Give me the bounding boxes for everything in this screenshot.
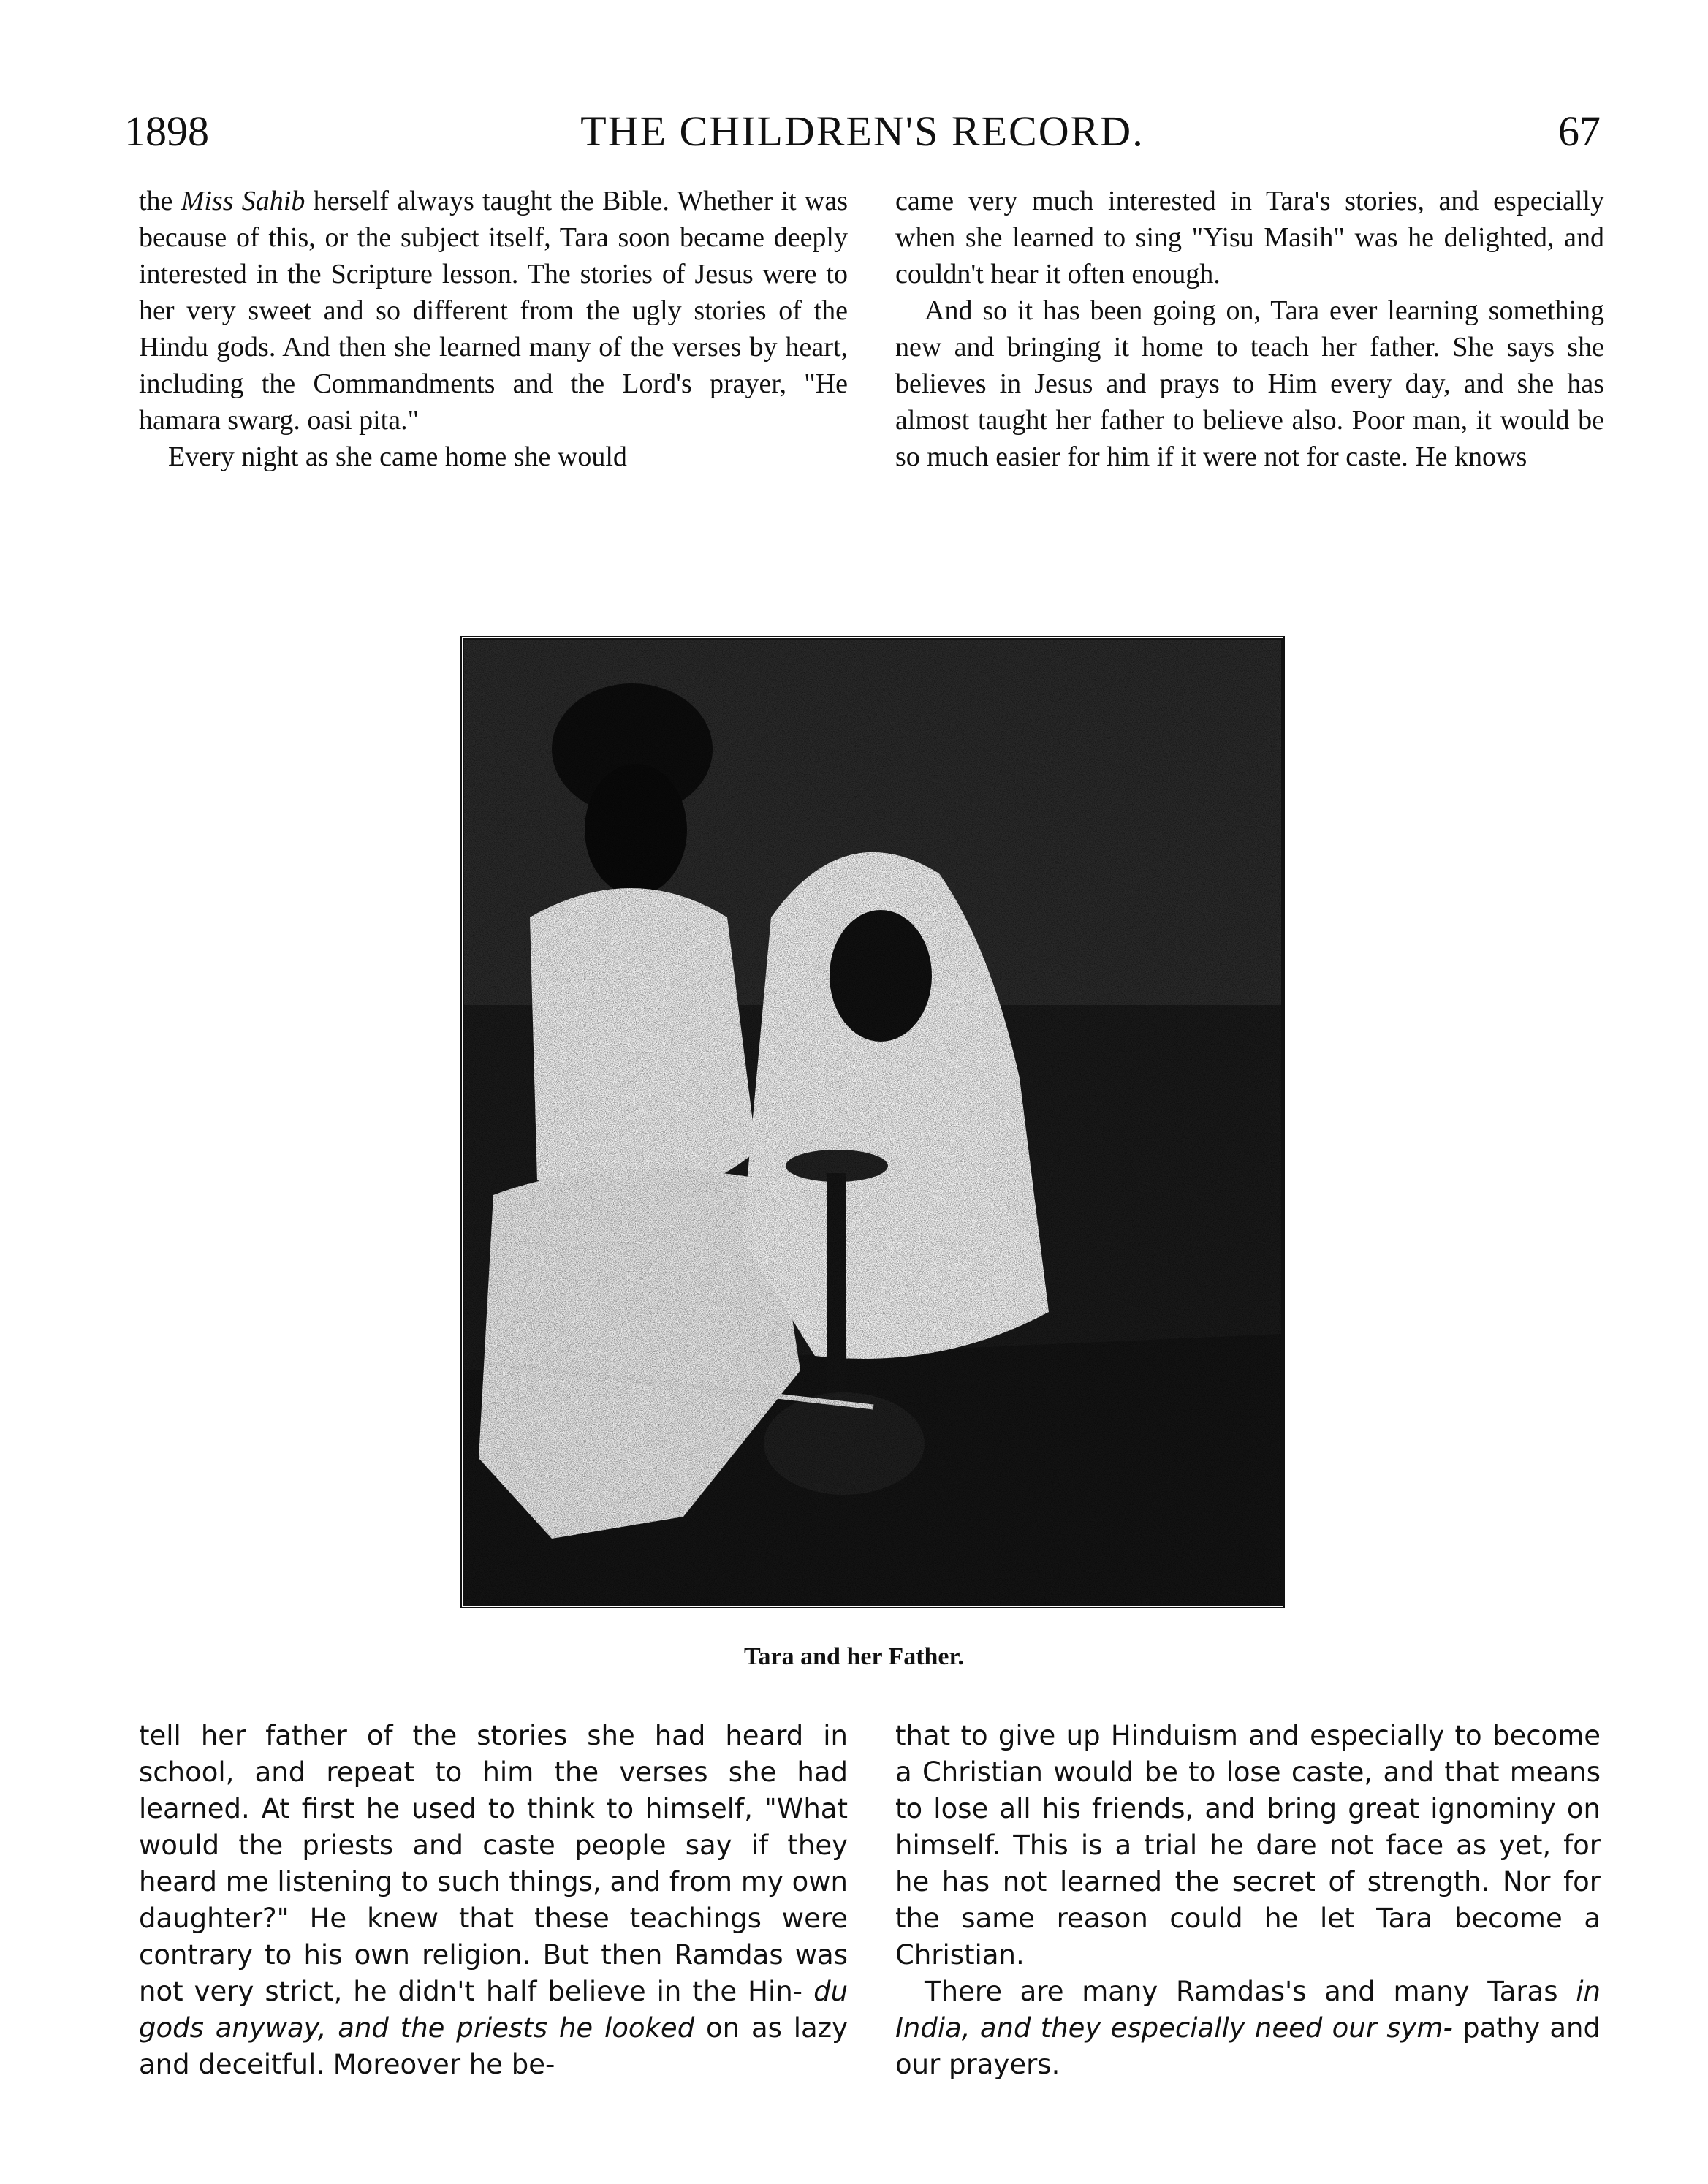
column-bottom-left <box>139 1718 848 2083</box>
page-number: 67 <box>1558 107 1601 155</box>
text-run: the <box>139 186 181 216</box>
header-year: 1898 <box>124 107 209 155</box>
paragraph: Every night as she came home she would <box>168 441 627 472</box>
page-header <box>124 102 1601 161</box>
paragraph <box>139 1718 848 2083</box>
paragraph: that to give up Hinduism and especially to become a Christian would be to lose caste, and that means to lose all his friends, and bring great ignominy on himself. This is a trial he dare not face as yet, for he has not learned the secret of strength. Nor for the same reason could he let Tara become a Christian. <box>895 1720 1601 1971</box>
italic-text: du gods anyway, and the priests he looked <box>139 1976 849 2044</box>
text-run: There are many Ramdas's and many Taras <box>925 1976 1558 2007</box>
italic-text: in India, and they especially need our sym- <box>895 1976 1601 2044</box>
italic-text: Miss Sahib <box>181 186 305 216</box>
text-run: pathy and our prayers. <box>895 2012 1601 2080</box>
text-run: on as lazy and deceitful. Moreover he be- <box>139 2012 848 2080</box>
journal-title: THE CHILDREN'S RECORD. <box>580 107 1145 155</box>
paragraph <box>139 183 848 439</box>
column-top-left <box>139 183 848 475</box>
paragraph <box>895 1973 1601 2083</box>
text-run: herself always taught the Bible. Whether it was because of this, or the subject itself, Tara soon became deeply interested in the Scripture lesson. The stories of Jesus were to her very sweet and so different from the ugly stories of the Hindu gods. And then she learned many of the verses by heart, including the Commandments and the Lord's prayer, "He hamara swarg. oasi pita." <box>139 186 848 436</box>
paragraph: And so it has been going on, Tara ever learning something new and bringing it home to teach her father. She says she believes in Jesus and prays to Him every day, and she has almost taught her father to believe also. Poor man, it would be so much easier for him if it were not for caste. He knows <box>895 295 1604 472</box>
photograph-tara-and-father <box>460 636 1285 1608</box>
column-top-right <box>895 183 1604 475</box>
text-run: tell her father of the stories she had heard in school, and repeat to him the verses she had learned. At first he used to think to himself, "What would the priests and caste people say if they heard me listening to such things, and from my own daughter?" He knew that these teachings were contrary to his own religion. But then Ramdas was not very strict, he didn't half believe in the Hin- <box>139 1720 848 2007</box>
column-bottom-right <box>895 1718 1601 2083</box>
paragraph: came very much interested in Tara's stories, and especially when she learned to sing "Yisu Masih" was he delighted, and couldn't hear it often enough. <box>895 186 1604 289</box>
photo-caption: Tara and her Father. <box>743 1643 964 1670</box>
photo-illustration <box>464 640 1281 1604</box>
